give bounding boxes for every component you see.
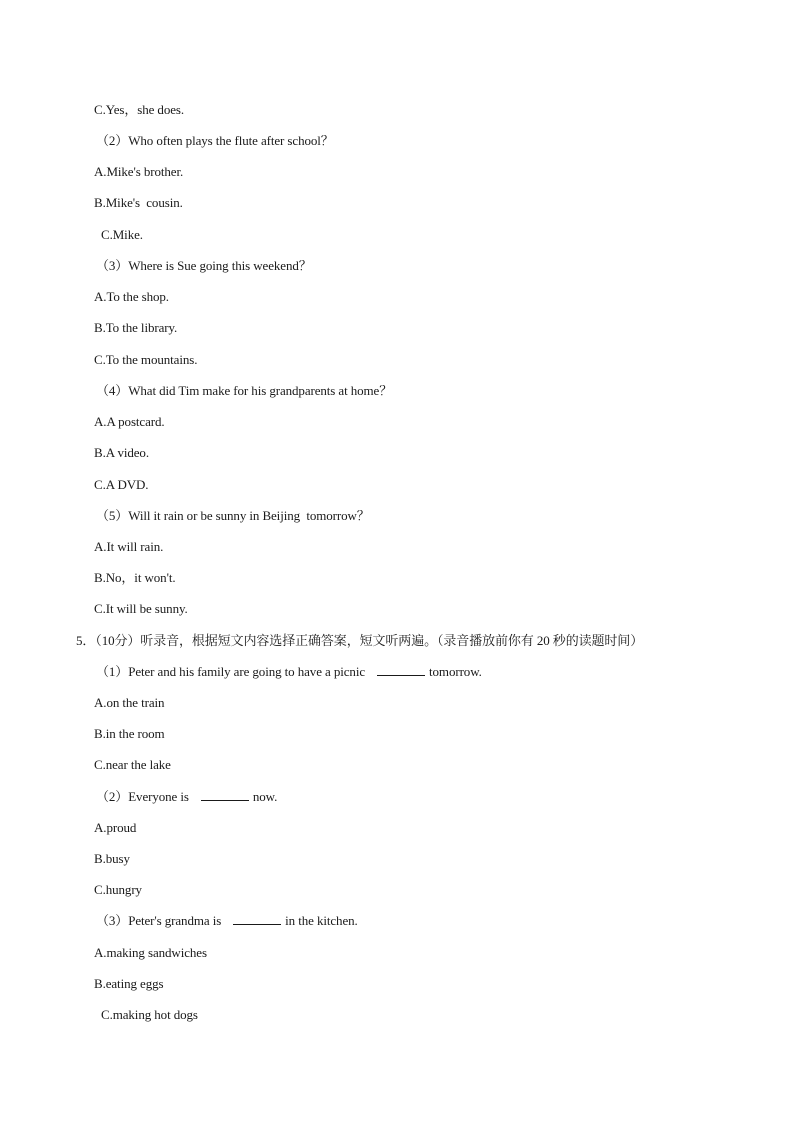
- question-text-end: tomorrow.: [429, 664, 482, 679]
- answer-blank: [233, 913, 281, 925]
- option-b: B.Mike's cousin.: [94, 195, 183, 210]
- option-b: B.busy: [94, 851, 130, 866]
- option-b: B.eating eggs: [94, 976, 164, 991]
- option-a: A.A postcard.: [94, 414, 165, 429]
- option-b: B.A video.: [94, 445, 149, 460]
- option-a: A.Mike's brother.: [94, 164, 184, 179]
- option-a: A.on the train: [94, 695, 165, 710]
- option-c: C.Yes，she does.: [94, 102, 184, 117]
- question-1: [96, 664, 482, 680]
- option-a: A.making sandwiches: [94, 945, 207, 960]
- option-a: A.To the shop.: [94, 289, 169, 304]
- question-text: （1）Peter and his family are going to have a picnic: [96, 664, 366, 679]
- option-a: A.It will rain.: [94, 539, 164, 554]
- option-b: B.No，it won't.: [94, 570, 176, 585]
- section-heading: 5．（10分）听录音，根据短文内容选择正确答案，短文听两遍。（录音播放前你有 20 秒的读题时间）: [76, 633, 644, 648]
- question-3: [96, 913, 358, 929]
- question-text: （3）Peter's grandma is: [96, 913, 222, 928]
- question-text-end: now.: [252, 789, 278, 804]
- option-c: C.To the mountains.: [94, 352, 198, 367]
- question-3: （3）Where is Sue going this weekend？: [96, 258, 312, 273]
- answer-blank: [201, 789, 249, 801]
- option-c: C.making hot dogs: [101, 1007, 198, 1022]
- question-5: （5）Will it rain or be sunny in Beijing tomorrow？: [96, 508, 370, 523]
- question-text-end: in the kitchen.: [285, 913, 358, 928]
- option-b: B.To the library.: [94, 320, 178, 335]
- option-c: C.near the lake: [94, 757, 171, 772]
- question-2: （2）Who often plays the flute after school？: [96, 133, 334, 148]
- option-c: C.It will be sunny.: [94, 601, 188, 616]
- question-text: （2）Everyone is: [96, 789, 189, 804]
- question-2: [96, 789, 277, 805]
- option-c: C.A DVD.: [94, 477, 149, 492]
- option-b: B.in the room: [94, 726, 165, 741]
- question-4: （4）What did Tim make for his grandparents at home？: [96, 383, 393, 398]
- option-a: A.proud: [94, 820, 137, 835]
- option-c: C.hungry: [94, 882, 142, 897]
- answer-blank: [377, 664, 425, 676]
- option-c: C.Mike.: [101, 227, 143, 242]
